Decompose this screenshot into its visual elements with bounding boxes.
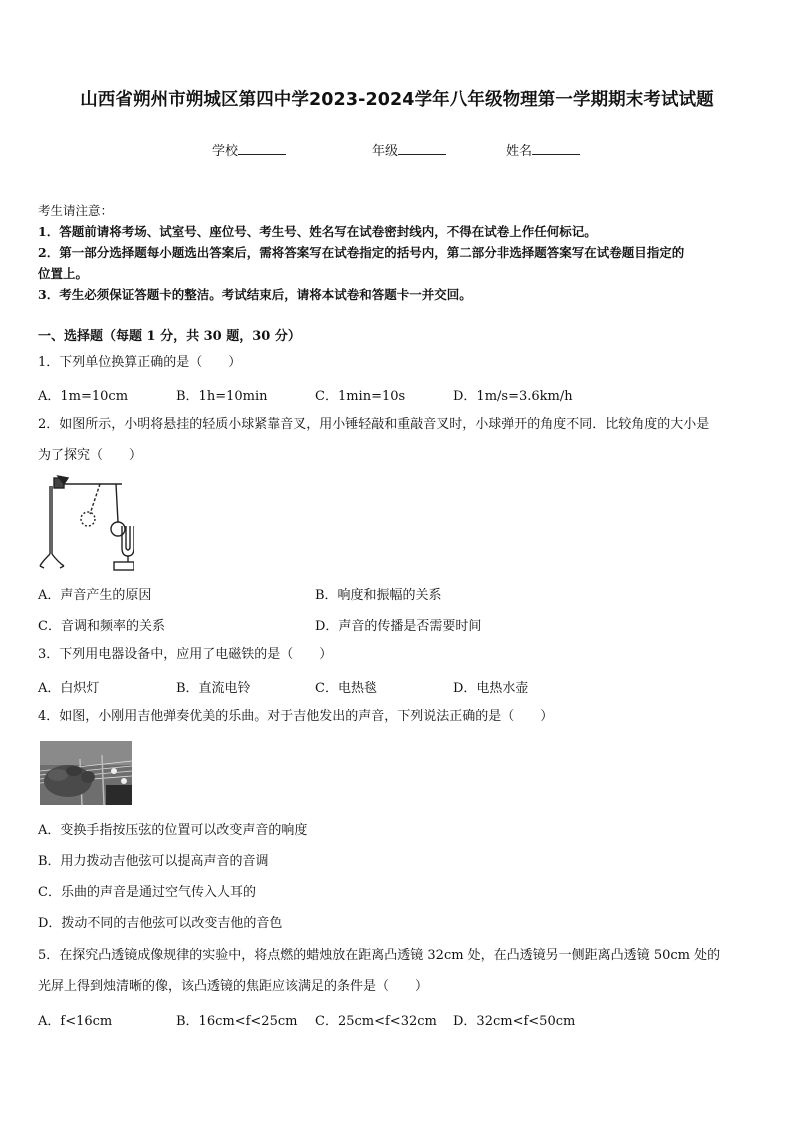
q3-option-d[interactable]: D．电热水壶 [453,681,529,696]
grade-label: 年级 [372,144,399,159]
ball-swung [81,512,95,526]
q1-option-d[interactable]: D．1m/s=3.6km/h [453,389,573,404]
q4-option-d[interactable]: D．拨动不同的吉他弦可以改变吉他的音色 [38,916,283,931]
q3-option-c[interactable]: C．电热毯 [315,681,377,696]
name-field [506,140,580,159]
question-4-stem: 4．如图，小刚用吉他弹奏优美的乐曲。对于吉他发出的声音，下列说法正确的是（ ） [38,709,554,724]
q2-option-c[interactable]: C．音调和频率的关系 [38,619,165,634]
notice-item: 位置上。 [38,266,89,281]
grade-blank[interactable] [398,142,446,155]
q1-option-a[interactable]: A．1m=10cm [38,389,129,404]
q4-option-a[interactable]: A．变换手指按压弦的位置可以改变声音的响度 [38,823,308,838]
name-label: 姓名 [506,144,533,159]
notice-item: 1．答题前请将考场、试室号、座位号、考生号、姓名写在试卷密封线内，不得在试卷上作任何标记。 [38,224,597,239]
school-label: 学校 [212,144,239,159]
guitar-photo [40,741,132,805]
tuning-fork [122,526,134,556]
q2-option-a[interactable]: A．声音产生的原因 [38,588,152,603]
notice-item: 2．第一部分选择题每小题选出答案后，需将答案写在试卷指定的括号内，第二部分非选择题答案写在试卷题目指定的 [38,245,685,260]
section-heading: 一、选择题（每题 1 分，共 30 题，30 分） [38,329,301,344]
notice-item: 3．考生必须保证答题卡的整洁。考试结束后，请将本试卷和答题卡一并交回。 [38,287,472,302]
q1-option-c[interactable]: C．1min=10s [315,389,406,404]
string-swung [90,484,100,514]
question-3-stem: 3．下列用电器设备中，应用了电磁铁的是（ ） [38,647,333,662]
q4-option-c[interactable]: C．乐曲的声音是通过空气传入人耳的 [38,885,256,900]
q5-option-c[interactable]: C．25cm<f<32cm [315,1014,437,1029]
school-blank[interactable] [238,142,286,155]
q4-option-b[interactable]: B．用力拨动吉他弦可以提高声音的音调 [38,854,269,869]
exam-title: 山西省朔州市朔城区第四中学2023-2024学年八年级物理第一学期期末考试试题 [80,90,714,110]
question-5-stem-cont: 光屏上得到烛清晰的像，该凸透镜的焦距应该满足的条件是（ ） [38,979,429,994]
grade-field [372,140,446,159]
string-rest [116,484,118,522]
q3-option-a[interactable]: A．白炽灯 [38,681,100,696]
fork-base [114,562,134,570]
question-2-stem-cont: 为了探究（ ） [38,448,143,463]
school-field [212,140,286,159]
q5-option-d[interactable]: D．32cm<f<50cm [453,1014,576,1029]
question-5-stem: 5．在探究凸透镜成像规律的实验中，将点燃的蜡烛放在距离凸透镜 32cm 处，在凸透镜另一侧距离凸透镜 50cm 处的 [38,948,721,963]
stand-feet [40,554,64,566]
tuning-fork-figure [38,474,134,574]
q1-option-b[interactable]: B．1h=10min [176,389,268,404]
notice-heading: 考生请注意： [38,203,114,218]
ball-rest [111,522,125,536]
name-blank[interactable] [532,142,580,155]
q2-option-b[interactable]: B．响度和振幅的关系 [315,588,442,603]
q5-option-b[interactable]: B．16cm<f<25cm [176,1014,298,1029]
question-1-stem: 1．下列单位换算正确的是（ ） [38,355,242,370]
q5-option-a[interactable]: A．f<16cm [38,1014,113,1029]
question-2-stem: 2．如图所示，小明将悬挂的轻质小球紧靠音叉，用小锤轻敲和重敲音叉时，小球弹开的角度不同．比较角度的大小是 [38,417,710,432]
q2-option-d[interactable]: D．声音的传播是否需要时间 [315,619,482,634]
q3-option-b[interactable]: B．直流电铃 [176,681,251,696]
